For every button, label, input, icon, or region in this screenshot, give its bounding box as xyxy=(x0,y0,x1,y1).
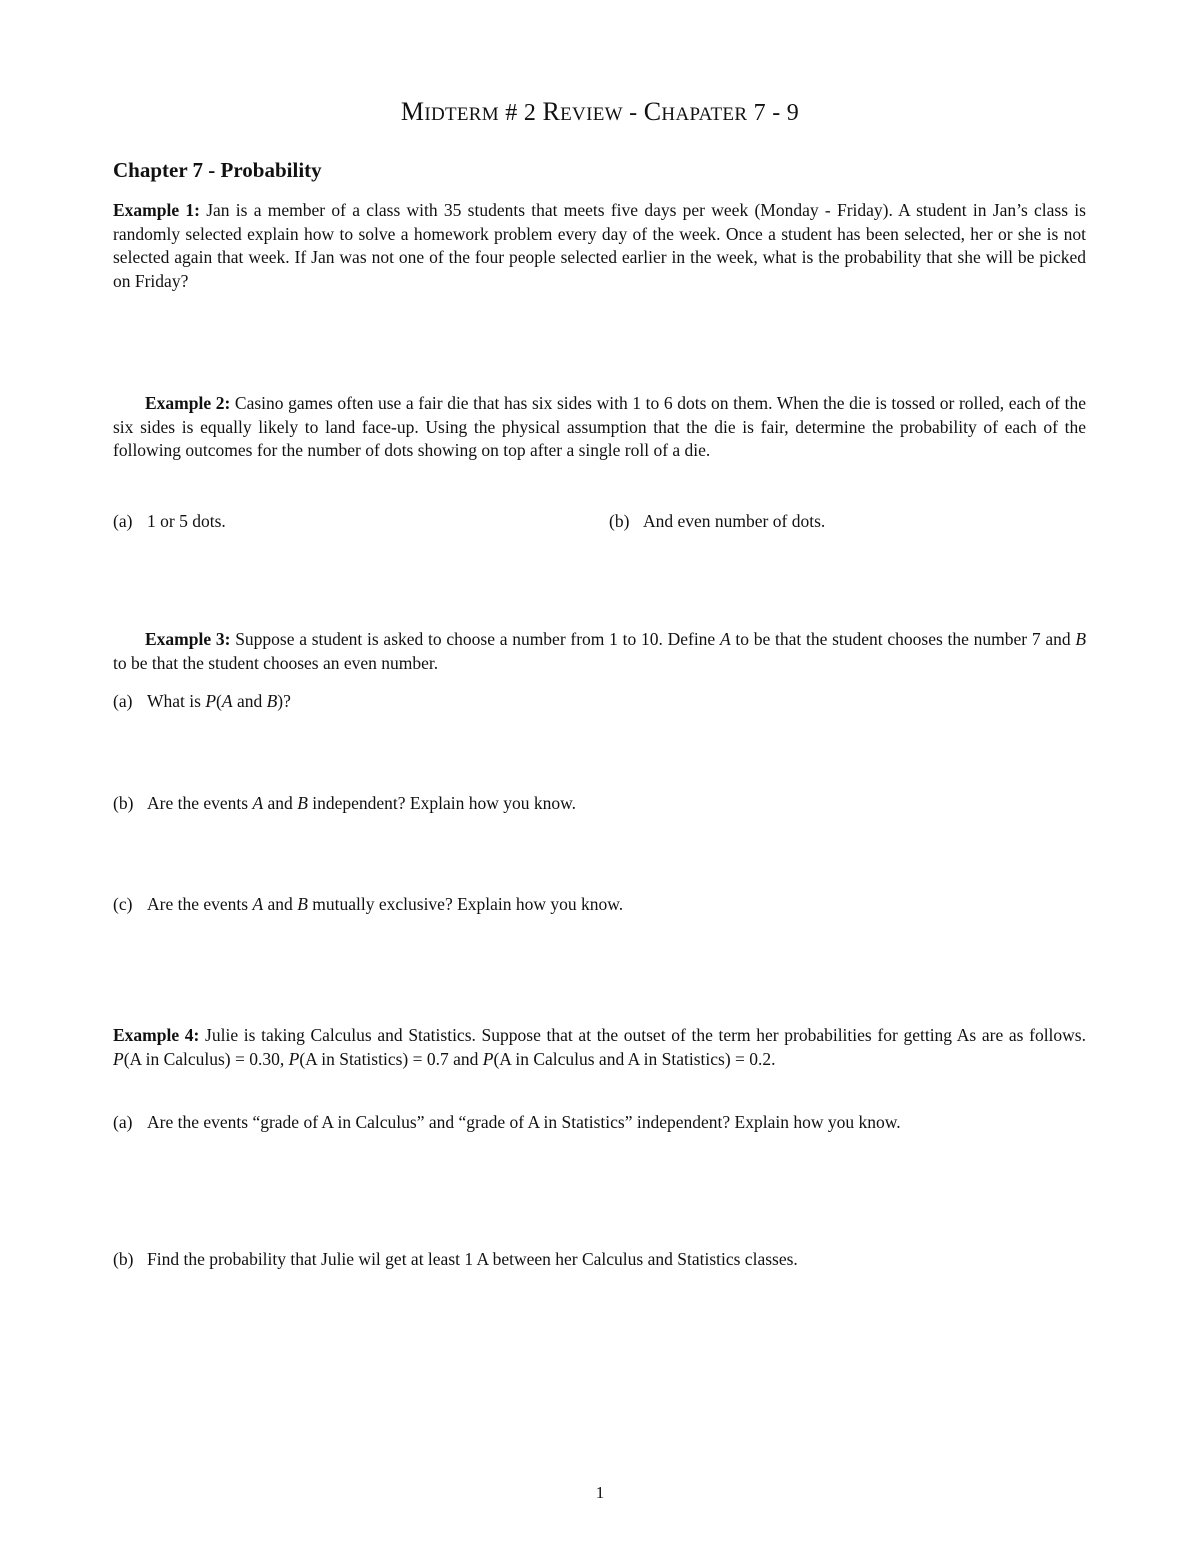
example-3: Example 3: Suppose a student is asked to choose a number from 1 to 10. Define A to be that the student chooses the number 7 and B to be that the student chooses an even number. xyxy=(113,629,1087,673)
example-1-label: Example 1: xyxy=(113,200,200,220)
example-3-part-c: (c) Are the events A and B mutually exclusive? Explain how you know. xyxy=(113,894,624,914)
example-2-label: Example 2: xyxy=(145,393,231,413)
example-1-text: Jan is a member of a class with 35 students that meets five days per week (Monday - Friday). A student in Jan’s class is randomly selected explain how to solve a homework problem every day of the week. Once a student has been selected, her or she is not selected again that week. If Jan was not one of the four people selected earlier in the week, what is the probability that she will be picked on Friday? xyxy=(113,200,1086,291)
example-4-part-b: (b) Find the probability that Julie wil get at least 1 A between her Calculus and Statistics classes. xyxy=(113,1249,798,1269)
example-3-label: Example 3: xyxy=(145,629,231,649)
page-number: 1 xyxy=(595,1483,605,1502)
example-4: Example 4: Julie is taking Calculus and Statistics. Suppose that at the outset of the term her probabilities for getting As are as follows. P(A in Calculus) = 0.30, P(A in Statistics) = 0.7 and P(A in Calculus and A in Statistics) = 0.2. xyxy=(113,1025,1086,1069)
example-4-part-a: (a) Are the events “grade of A in Calculus” and “grade of A in Statistics” independent? Explain how you know. xyxy=(113,1112,901,1132)
example-4-label: Example 4: xyxy=(113,1025,200,1045)
chapter-heading: Chapter 7 - Probability xyxy=(113,158,322,182)
example-2-text: Casino games often use a fair die that has six sides with 1 to 6 dots on them. When the die is tossed or rolled, each of the six sides is equally likely to land face-up. Using the physical assumption that the die is fair, determine the probability of each of the following outcomes for the number of dots showing on top after a single roll of a die. xyxy=(113,393,1086,460)
example-3-part-a: (a) What is P(A and B)? xyxy=(113,691,291,711)
page-title: MIDTERM # 2 REVIEW - CHAPATER 7 - 9 xyxy=(400,97,800,126)
example-2 xyxy=(113,392,1086,463)
example-1 xyxy=(113,199,1086,293)
example-2-part-b: (b) And even number of dots. xyxy=(609,511,826,531)
example-2-part-a: (a) 1 or 5 dots. xyxy=(113,511,226,531)
example-3-part-b: (b) Are the events A and B independent? Explain how you know. xyxy=(113,793,577,813)
